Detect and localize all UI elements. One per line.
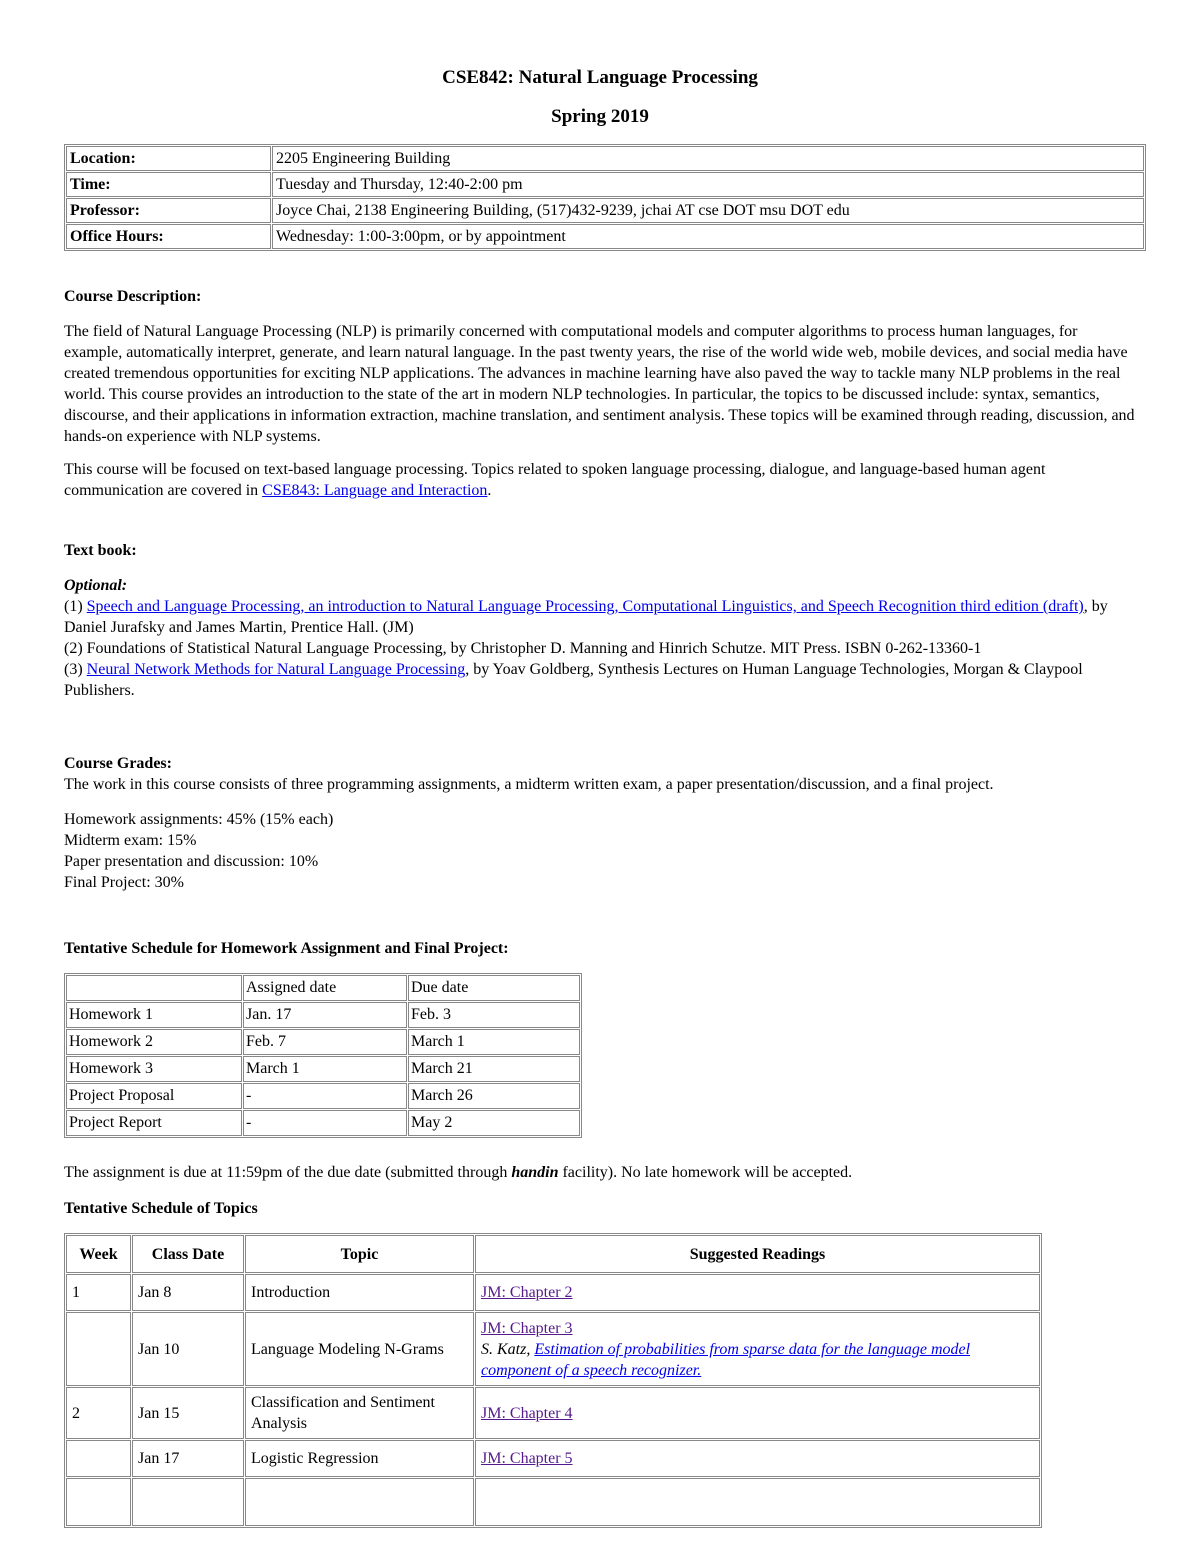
topics-heading-block (64, 1198, 1139, 1219)
week-cell (66, 1478, 131, 1526)
week-cell: 1 (66, 1274, 131, 1311)
column-header: Week (66, 1235, 131, 1273)
topic-cell (245, 1478, 474, 1526)
section-heading: Tentative Schedule for Homework Assignment and Final Project: (64, 940, 509, 957)
info-value: 2205 Engineering Building (272, 146, 1144, 171)
info-label: Professor: (66, 198, 271, 223)
table-row (66, 198, 1144, 223)
week-cell (66, 1312, 131, 1386)
column-header: Assigned date (243, 975, 407, 1001)
table-row (66, 1029, 580, 1055)
date-cell: Jan 17 (132, 1440, 244, 1477)
grade-item: Midterm exam: 15% (64, 832, 197, 849)
book-entry (64, 659, 1139, 701)
info-label: Time: (66, 172, 271, 197)
date-cell (132, 1478, 244, 1526)
course-description-section (64, 286, 1139, 501)
handin-emphasis: handin (511, 1164, 559, 1181)
table-cell: Feb. 7 (243, 1029, 407, 1055)
table-header-row (66, 975, 580, 1001)
table-cell: May 2 (408, 1110, 580, 1136)
page-title: CSE842: Natural Language Processing (442, 67, 758, 88)
book-details: , by Daniel Jurafsky and James Martin, Prentice Hall. (JM) (64, 598, 1108, 636)
table-cell: Feb. 3 (408, 1002, 580, 1028)
course-info-table (64, 144, 1146, 251)
katz-paper-link[interactable]: Estimation of probabilities from sparse data for the language model component of a speech recognizer. (481, 1340, 971, 1379)
table-row (66, 224, 1144, 249)
paragraph-text: This course will be focused on text-based language processing. Topics related to spoken language processing, dialogue, and language-based human agent communication are covered in (64, 461, 1046, 499)
table-cell: Project Proposal (66, 1083, 242, 1109)
column-header (66, 975, 242, 1001)
reading-cell (475, 1440, 1040, 1477)
column-header: Class Date (132, 1235, 244, 1273)
hw-schedule-heading-block (64, 938, 1139, 959)
info-value: Tuesday and Thursday, 12:40-2:00 pm (272, 172, 1144, 197)
table-cell: Homework 3 (66, 1056, 242, 1082)
table-row (66, 1478, 1040, 1526)
reading-cell (475, 1274, 1040, 1311)
info-value: Joyce Chai, 2138 Engineering Building, (517)432-9239, jchai AT cse DOT msu DOT edu (272, 198, 1144, 223)
textbook-section (64, 540, 1139, 701)
table-row (66, 172, 1144, 197)
date-cell: Jan 15 (132, 1387, 244, 1439)
table-cell: Project Report (66, 1110, 242, 1136)
homework-schedule-table (64, 973, 582, 1138)
section-heading: Tentative Schedule of Topics (64, 1200, 258, 1217)
description-paragraph: The field of Natural Language Processing (NLP) is primarily concerned with computational models and computer algorithms to process human languages, for example, automatically interpret, generate, and learn natural language. In the past twenty years, the rise of the world wide web, mobile devices, and social media have created tremendous opportunities for exciting NLP applications. The advances in machine learning have also paved the way to tackle many NLP problems in the real world. This course provides an introduction to the state of the art in modern NLP technologies. In particular, the topics to be discussed include: syntax, semantics, discourse, and their applications in information extraction, machine translation, and sentiment analysis. These topics will be examined through reading, discussion, and hands-on experience with NLP systems. (64, 323, 1135, 445)
topic-cell: Classification and Sentiment Analysis (245, 1387, 474, 1439)
due-note (64, 1162, 1139, 1183)
note-text: facility). No late homework will be accepted. (558, 1164, 853, 1181)
table-cell: March 21 (408, 1056, 580, 1082)
reading-cell (475, 1387, 1040, 1439)
table-row (66, 1056, 580, 1082)
table-cell: - (243, 1083, 407, 1109)
book-number: (3) (64, 661, 87, 678)
topic-cell: Introduction (245, 1274, 474, 1311)
table-cell: Jan. 17 (243, 1002, 407, 1028)
book-details: , by Yoav Goldberg, Synthesis Lectures on Human Language Technologies, Morgan & Claypool Publishers. (64, 661, 1083, 699)
grade-item: Final Project: 30% (64, 874, 184, 891)
description-paragraph (64, 459, 1139, 501)
topic-cell: Logistic Regression (245, 1440, 474, 1477)
table-cell: March 1 (243, 1056, 407, 1082)
grade-item: Paper presentation and discussion: 10% (64, 853, 319, 870)
section-heading: Course Description: (64, 288, 202, 305)
table-header-row (66, 1235, 1040, 1273)
grades-section (64, 753, 1139, 893)
section-heading: Text book: (64, 542, 137, 559)
reading-cell (475, 1478, 1040, 1526)
table-cell: March 26 (408, 1083, 580, 1109)
reading-link[interactable]: JM: Chapter 3 (481, 1319, 573, 1337)
table-row (66, 1110, 580, 1136)
goldberg-book-link[interactable]: Neural Network Methods for Natural Language Processing (86, 661, 466, 678)
date-cell: Jan 8 (132, 1274, 244, 1311)
column-header: Suggested Readings (475, 1235, 1040, 1273)
table-cell: March 1 (408, 1029, 580, 1055)
reading-link[interactable]: JM: Chapter 4 (481, 1404, 573, 1422)
info-label: Office Hours: (66, 224, 271, 249)
book-entry: (2) Foundations of Statistical Natural Language Processing, by Christopher D. Manning and Hinrich Schutze. MIT Press. ISBN 0-262-13360-1 (64, 640, 982, 657)
optional-label: Optional: (64, 577, 128, 594)
table-row (66, 1440, 1040, 1477)
table-row (66, 1387, 1040, 1439)
table-cell: Homework 1 (66, 1002, 242, 1028)
table-row (66, 1002, 580, 1028)
topics-schedule-table (64, 1233, 1042, 1528)
book-entry (64, 596, 1139, 638)
jm-book-link[interactable]: Speech and Language Processing, an introduction to Natural Language Processing, Computational Linguistics, and Speech Recognition third edition (draft) (86, 598, 1084, 615)
table-cell: - (243, 1110, 407, 1136)
cse843-link[interactable]: CSE843: Language and Interaction (262, 482, 488, 499)
grade-item: Homework assignments: 45% (15% each) (64, 811, 334, 828)
note-text: The assignment is due at 11:59pm of the due date (submitted through (64, 1164, 512, 1181)
info-label: Location: (66, 146, 271, 171)
section-heading: Course Grades: (64, 755, 172, 772)
reading-author: S. Katz, (481, 1340, 535, 1358)
topic-cell: Language Modeling N-Grams (245, 1312, 474, 1386)
week-cell (66, 1440, 131, 1477)
reading-link[interactable]: JM: Chapter 5 (481, 1450, 573, 1467)
column-header: Topic (245, 1235, 474, 1273)
reading-link[interactable]: JM: Chapter 2 (481, 1284, 573, 1301)
week-cell: 2 (66, 1387, 131, 1439)
table-row (66, 1083, 580, 1109)
book-number: (1) (64, 598, 87, 615)
date-cell: Jan 10 (132, 1312, 244, 1386)
table-cell: Homework 2 (66, 1029, 242, 1055)
table-row (66, 146, 1144, 171)
table-row (66, 1274, 1040, 1311)
page-subtitle: Spring 2019 (551, 106, 649, 127)
reading-cell (475, 1312, 1040, 1386)
column-header: Due date (408, 975, 580, 1001)
info-value: Wednesday: 1:00-3:00pm, or by appointment (272, 224, 1144, 249)
paragraph-text: . (487, 482, 492, 499)
grades-intro: The work in this course consists of three programming assignments, a midterm written exam, a paper presentation/discussion, and a final project. (64, 776, 994, 793)
table-row (66, 1312, 1040, 1386)
